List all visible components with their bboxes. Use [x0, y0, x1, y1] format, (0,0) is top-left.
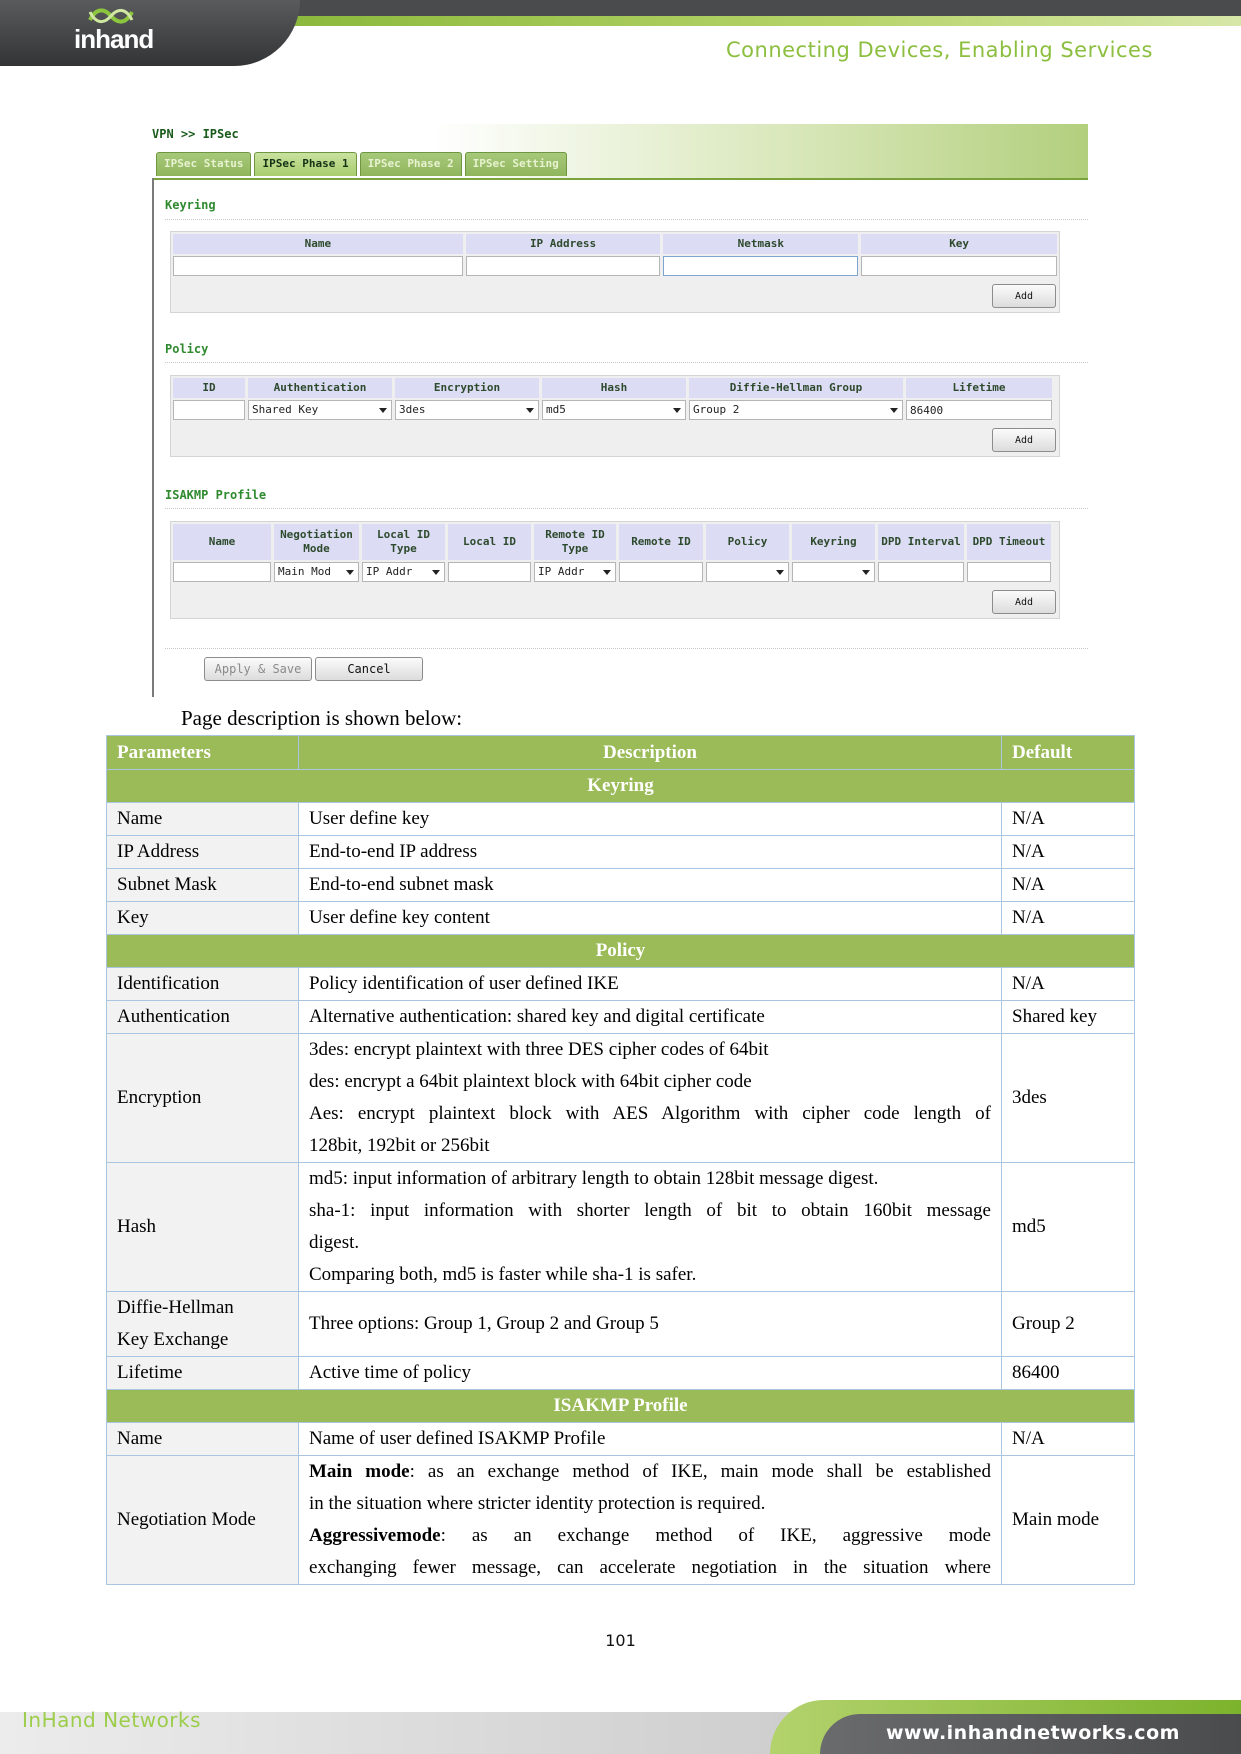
chevron-down-icon — [890, 408, 898, 413]
description-cell: Alternative authentication: shared key and digital certificate — [299, 1001, 1002, 1034]
isakmp-col-policy: Policy — [706, 524, 789, 560]
isakmp-add-button[interactable]: Add — [992, 590, 1056, 614]
isakmp-local-id-type-value: IP Addr — [366, 565, 413, 578]
section-keyring: Keyring — [107, 770, 1135, 803]
policy-authentication-value: Shared Key — [252, 403, 319, 416]
chevron-down-icon — [526, 408, 534, 413]
policy-section-rule — [165, 362, 1088, 363]
header-description: Description — [299, 736, 1002, 770]
description-line: 3des: encrypt plaintext with three DES cipher codes of 64bit — [309, 1039, 769, 1060]
policy-dh-group-value: Group 2 — [693, 403, 740, 416]
description-cell: End-to-end IP address — [299, 836, 1002, 869]
isakmp-col-keyring: Keyring — [792, 524, 875, 560]
policy-encryption-value: 3des — [399, 403, 426, 416]
description-line: md5: input information of arbitrary length to obtain 128bit message digest. — [309, 1168, 879, 1189]
isakmp-header-row — [171, 522, 1059, 560]
description-cell — [299, 1456, 1002, 1585]
default-cell: N/A — [1002, 902, 1135, 935]
ui-left-border — [152, 178, 154, 697]
table-row — [107, 968, 1135, 1001]
policy-encryption-select[interactable] — [395, 400, 539, 420]
param-cell: Encryption — [107, 1034, 299, 1163]
description-cell: Three options: Group 1, Group 2 and Group 5 — [299, 1292, 1002, 1357]
header-parameters: Parameters — [107, 736, 299, 770]
default-cell: N/A — [1002, 869, 1135, 902]
isakmp-col-dpd-interval: DPD Interval — [878, 524, 964, 560]
description-line: sha-1: input information with shorter length of bit to obtain 160bit message — [309, 1200, 991, 1221]
isakmp-negotiation-mode-select[interactable] — [274, 562, 359, 582]
chevron-down-icon — [603, 570, 611, 575]
isakmp-add-bar — [171, 584, 1059, 618]
chevron-down-icon — [673, 408, 681, 413]
policy-input-row — [171, 398, 1059, 422]
description-cell: User define key content — [299, 902, 1002, 935]
chevron-down-icon — [862, 570, 870, 575]
param-line: Key Exchange — [117, 1329, 229, 1350]
isakmp-policy-select[interactable] — [706, 562, 789, 582]
header-default: Default — [1002, 736, 1135, 770]
term-main-mode: Main mode — [309, 1461, 410, 1482]
page-number: 101 — [605, 1631, 636, 1650]
description-cell: Active time of policy — [299, 1357, 1002, 1390]
page-footer — [0, 1692, 1241, 1754]
isakmp-negotiation-mode-value: Main Mod — [278, 565, 331, 578]
isakmp-input-row — [171, 560, 1059, 584]
policy-col-authentication: Authentication — [248, 378, 392, 398]
header-logo-block — [0, 0, 300, 66]
param-cell: Key — [107, 902, 299, 935]
description-line: des: encrypt a 64bit plaintext block with 64bit cipher code — [309, 1071, 752, 1092]
policy-id-input[interactable] — [173, 400, 245, 420]
isakmp-remote-id-type-value: IP Addr — [538, 565, 585, 578]
default-cell: 3des — [1002, 1034, 1135, 1163]
isakmp-section-title: ISAKMP Profile — [165, 488, 267, 502]
table-row — [107, 869, 1135, 902]
param-cell: Lifetime — [107, 1357, 299, 1390]
policy-col-encryption: Encryption — [395, 378, 539, 398]
inhand-logo-icon — [88, 6, 134, 26]
default-cell: Shared key — [1002, 1001, 1135, 1034]
policy-lifetime-input[interactable] — [906, 400, 1052, 420]
keyring-col-key: Key — [861, 234, 1057, 254]
keyring-header-row — [171, 232, 1059, 254]
param-line: Diffie-Hellman — [117, 1297, 234, 1318]
isakmp-local-id-input[interactable] — [448, 562, 531, 582]
isakmp-remote-id-type-select[interactable] — [534, 562, 616, 582]
isakmp-dpd-interval-input[interactable] — [878, 562, 964, 582]
default-cell: N/A — [1002, 968, 1135, 1001]
table-row — [107, 836, 1135, 869]
keyring-input-row — [171, 254, 1059, 278]
table-row — [107, 803, 1135, 836]
policy-hash-value: md5 — [546, 403, 566, 416]
keyring-table — [170, 231, 1060, 313]
table-row — [107, 902, 1135, 935]
keyring-key-input[interactable] — [861, 256, 1057, 276]
policy-col-dh-group: Diffie-Hellman Group — [689, 378, 903, 398]
param-cell: IP Address — [107, 836, 299, 869]
isakmp-section-rule — [165, 508, 1088, 509]
tab-ipsec-phase-1[interactable]: IPSec Phase 1 — [254, 152, 356, 176]
table-row — [107, 1357, 1135, 1390]
description-text: : as an exchange method of IKE, aggressive mode — [440, 1525, 991, 1546]
chevron-down-icon — [776, 570, 784, 575]
policy-col-lifetime: Lifetime — [906, 378, 1052, 398]
isakmp-keyring-select[interactable] — [792, 562, 875, 582]
description-line: Comparing both, md5 is faster while sha-1 is safer. — [309, 1264, 697, 1285]
page-header — [0, 0, 1241, 70]
description-cell: User define key — [299, 803, 1002, 836]
header-green-swoosh — [270, 16, 1241, 26]
description-cell: Name of user defined ISAKMP Profile — [299, 1423, 1002, 1456]
apply-save-button[interactable]: Apply & Save — [204, 657, 312, 681]
tab-ipsec-phase-2[interactable]: IPSec Phase 2 — [360, 152, 462, 176]
isakmp-col-remote-id: Remote ID — [619, 524, 703, 560]
isakmp-col-local-id-type: Local ID Type — [362, 524, 445, 560]
default-cell: Group 2 — [1002, 1292, 1135, 1357]
param-cell — [107, 1292, 299, 1357]
isakmp-local-id-type-select[interactable] — [362, 562, 445, 582]
policy-hash-select[interactable] — [542, 400, 686, 420]
footer-brand: InHand Networks — [22, 1708, 202, 1732]
isakmp-col-dpd-timeout: DPD Timeout — [967, 524, 1051, 560]
parameter-table — [106, 735, 1135, 1585]
description-line: 128bit, 192bit or 256bit — [309, 1135, 490, 1156]
param-cell: Name — [107, 1423, 299, 1456]
policy-section-title: Policy — [165, 342, 209, 356]
default-cell: N/A — [1002, 803, 1135, 836]
default-cell: 86400 — [1002, 1357, 1135, 1390]
table-row — [107, 1292, 1135, 1357]
chevron-down-icon — [379, 408, 387, 413]
default-cell: Main mode — [1002, 1456, 1135, 1585]
keyring-name-input[interactable] — [173, 256, 463, 276]
footer-rule — [165, 648, 1088, 649]
policy-add-button[interactable]: Add — [992, 428, 1056, 452]
cancel-button[interactable]: Cancel — [315, 657, 423, 681]
chevron-down-icon — [432, 570, 440, 575]
chevron-down-icon — [346, 570, 354, 575]
tab-bar — [156, 152, 567, 176]
description-cell: Policy identification of user defined IKE — [299, 968, 1002, 1001]
keyring-section-title: Keyring — [165, 198, 216, 212]
isakmp-remote-id-input[interactable] — [619, 562, 703, 582]
table-row — [107, 1001, 1135, 1034]
description-cell — [299, 1163, 1002, 1292]
section-isakmp: ISAKMP Profile — [107, 1390, 1135, 1423]
policy-col-id: ID — [173, 378, 245, 398]
table-row — [107, 1163, 1135, 1292]
isakmp-col-remote-id-type: Remote ID Type — [534, 524, 616, 560]
param-cell: Identification — [107, 968, 299, 1001]
policy-table — [170, 375, 1060, 457]
header-tagline: Connecting Devices, Enabling Services — [726, 38, 1153, 62]
keyring-col-name: Name — [173, 234, 463, 254]
default-cell: N/A — [1002, 1423, 1135, 1456]
policy-header-row — [171, 376, 1059, 398]
default-cell: N/A — [1002, 836, 1135, 869]
isakmp-name-input[interactable] — [173, 562, 271, 582]
param-cell: Negotiation Mode — [107, 1456, 299, 1585]
table-row — [107, 1034, 1135, 1163]
param-cell: Name — [107, 803, 299, 836]
breadcrumb: VPN >> IPSec — [152, 127, 239, 141]
param-cell: Authentication — [107, 1001, 299, 1034]
description-line — [309, 1520, 991, 1552]
tab-ipsec-status[interactable]: IPSec Status — [156, 152, 251, 176]
ui-tab-underline — [152, 178, 1088, 180]
table-header-row — [107, 736, 1135, 770]
keyring-col-ip: IP Address — [466, 234, 661, 254]
policy-col-hash: Hash — [542, 378, 686, 398]
section-row-keyring — [107, 770, 1135, 803]
description-text: : as an exchange method of IKE, main mode shall be established — [409, 1461, 991, 1482]
section-policy: Policy — [107, 935, 1135, 968]
ipsec-phase1-screenshot — [152, 124, 1088, 697]
keyring-netmask-input[interactable] — [663, 256, 858, 276]
isakmp-col-negotiation-mode: Negotiation Mode — [274, 524, 359, 560]
footer-url: www.inhandnetworks.com — [886, 1722, 1180, 1744]
description-cell — [299, 1034, 1002, 1163]
policy-authentication-select[interactable] — [248, 400, 392, 420]
keyring-add-button[interactable]: Add — [992, 284, 1056, 308]
description-line — [309, 1456, 991, 1488]
intro-text: Page description is shown below: — [181, 706, 463, 730]
description-line: exchanging fewer message, can accelerate negotiation in the situation where — [309, 1557, 991, 1578]
table-row — [107, 1423, 1135, 1456]
keyring-col-netmask: Netmask — [663, 234, 858, 254]
description-line: Aes: encrypt plaintext block with AES Algorithm with cipher code length of — [309, 1103, 991, 1124]
table-row — [107, 1456, 1135, 1585]
section-row-policy — [107, 935, 1135, 968]
policy-dh-group-select[interactable] — [689, 400, 903, 420]
param-cell: Hash — [107, 1163, 299, 1292]
isakmp-table — [170, 521, 1060, 619]
default-cell: md5 — [1002, 1163, 1135, 1292]
description-cell: End-to-end subnet mask — [299, 869, 1002, 902]
keyring-section-rule — [165, 219, 1088, 220]
isakmp-col-name: Name — [173, 524, 271, 560]
header-logo-text: inhand — [74, 24, 154, 54]
isakmp-dpd-timeout-input[interactable] — [967, 562, 1051, 582]
keyring-add-bar — [171, 278, 1059, 312]
description-line: digest. — [309, 1232, 360, 1253]
term-aggressive-mode: Aggressivemode — [309, 1525, 441, 1546]
keyring-ip-input[interactable] — [466, 256, 661, 276]
description-line: in the situation where stricter identity protection is required. — [309, 1493, 766, 1514]
section-row-isakmp — [107, 1390, 1135, 1423]
param-cell: Subnet Mask — [107, 869, 299, 902]
policy-add-bar — [171, 422, 1059, 456]
tab-ipsec-setting[interactable]: IPSec Setting — [465, 152, 567, 176]
isakmp-col-local-id: Local ID — [448, 524, 531, 560]
